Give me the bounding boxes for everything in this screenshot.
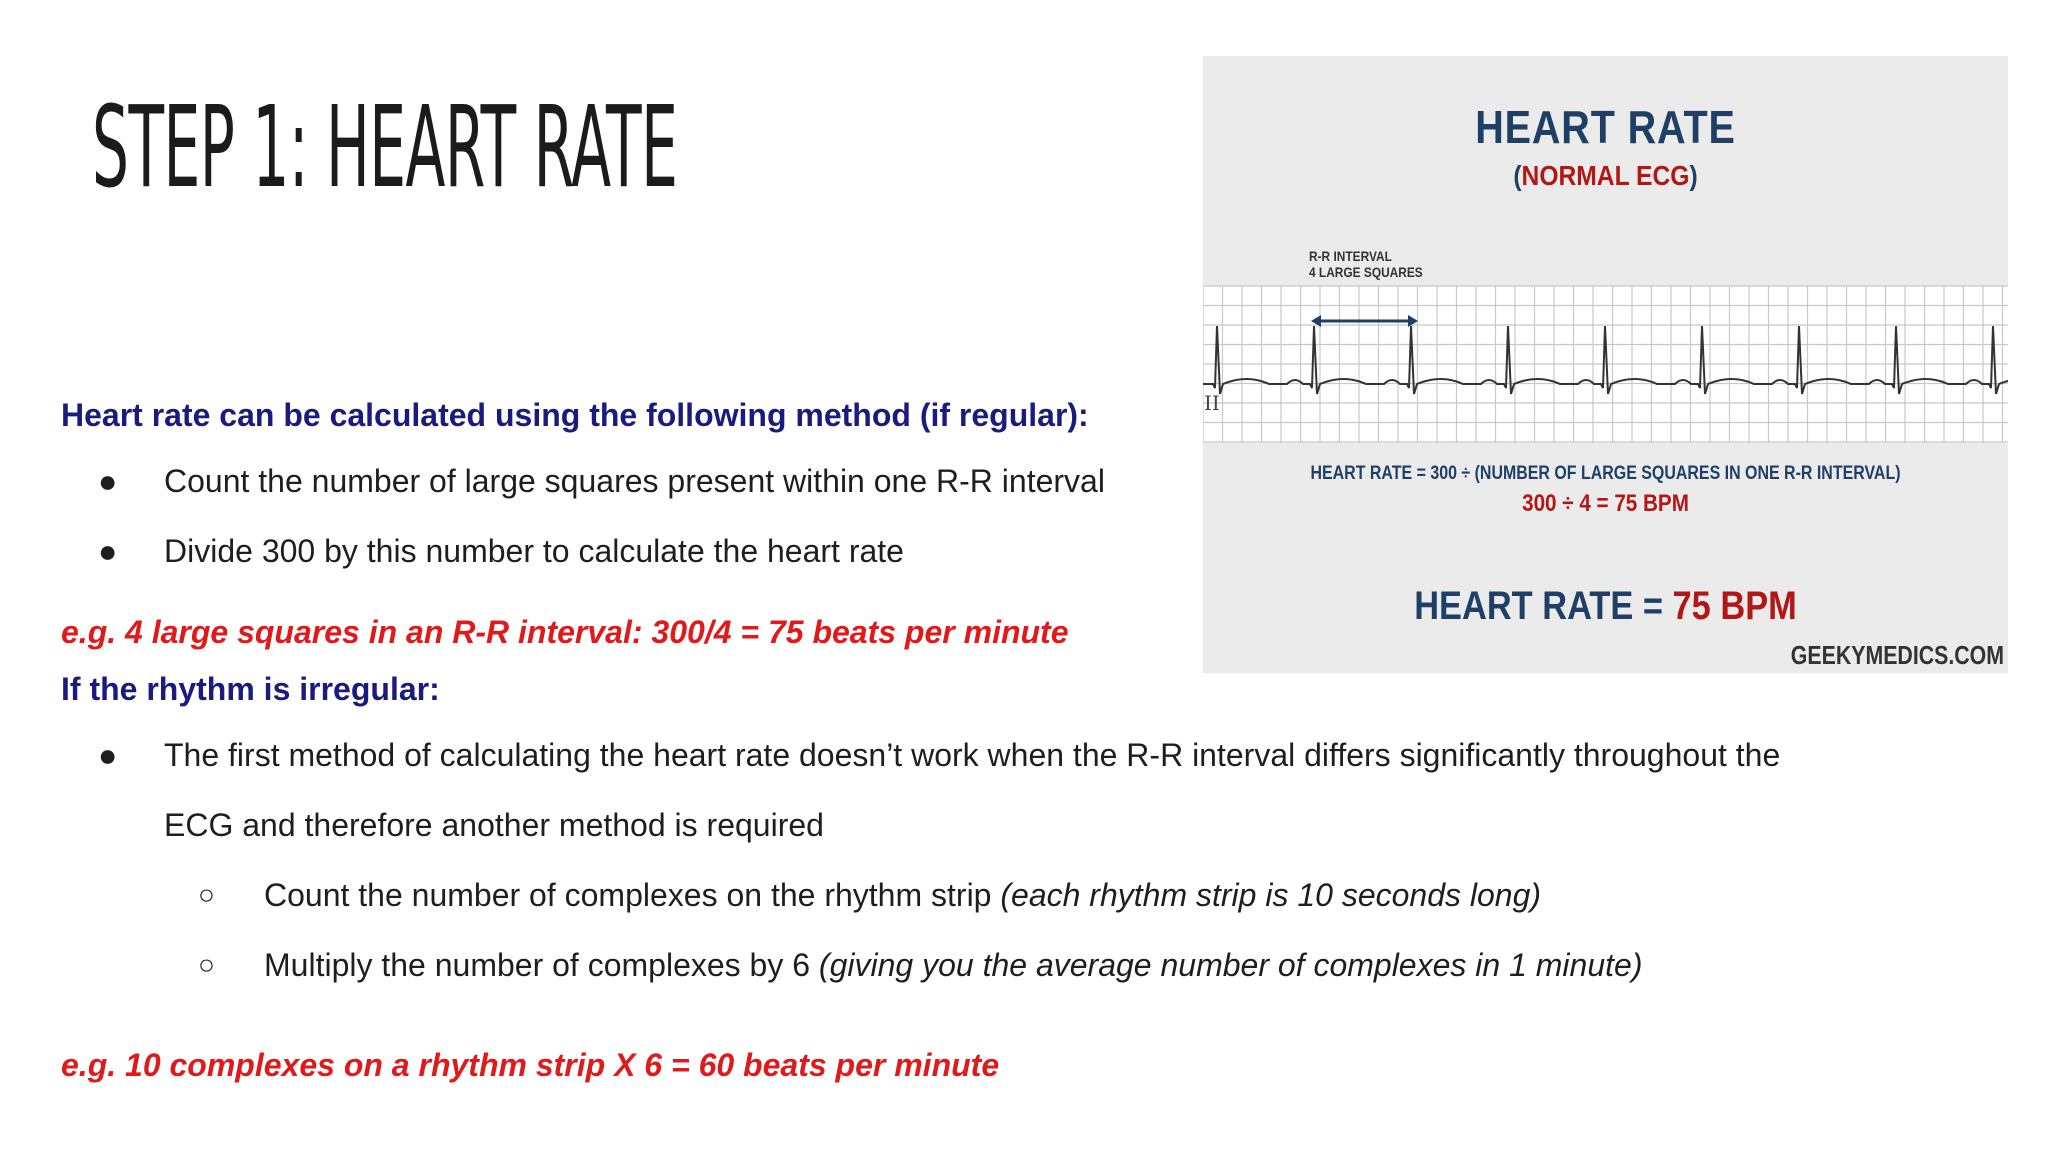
lead-label: II	[1204, 391, 1220, 415]
regular-example: e.g. 4 large squares in an R-R interval: 300/4 = 75 beats per minute	[61, 614, 1069, 650]
irregular-heading: If the rhythm is irregular:	[61, 671, 440, 707]
bullet-icon: ●	[98, 737, 118, 773]
sub-list-item-text: Count the number of complexes on the rhythm strip (each rhythm strip is 10 seconds long)	[264, 877, 1542, 913]
irregular-example: e.g. 10 complexes on a rhythm strip X 6 = 60 beats per minute	[61, 1047, 1000, 1083]
rr-interval-label: R-R INTERVAL	[1309, 248, 1392, 264]
sub-list-item-text: Multiply the number of complexes by 6 (giving you the average number of complexes in 1 minute)	[264, 947, 1643, 983]
bullet-icon: ●	[98, 533, 118, 569]
ecg-grid	[1203, 286, 2008, 443]
heart-rate-result: HEART RATE = 75 BPM	[1414, 584, 1797, 628]
ecg-heart-rate-image	[1203, 56, 2008, 673]
image-source: GEEKYMEDICS.COM	[1790, 640, 2004, 670]
bullet-icon: ●	[98, 463, 118, 499]
sub-list-item-aside: (giving you the average number of complexes in 1 minute)	[818, 947, 1643, 983]
ecg-strip	[1203, 56, 2008, 673]
slide-title: STEP 1: HEART RATE	[92, 83, 678, 213]
image-title: HEART RATE	[1475, 101, 1736, 153]
heart-rate-formula: HEART RATE = 300 ÷ (NUMBER OF LARGE SQUARES IN ONE R-R INTERVAL)	[1310, 463, 1901, 484]
rr-interval-squares-label: 4 LARGE SQUARES	[1309, 264, 1423, 280]
list-item-continuation: ECG and therefore another method is required	[164, 807, 824, 843]
heart-rate-calculation: 300 ÷ 4 = 75 BPM	[1522, 490, 1689, 517]
list-item-text: Count the number of large squares present within one R-R interval	[164, 463, 1105, 499]
list-item-text: The first method of calculating the heart rate doesn’t work when the R-R interval differs significantly throughout the	[164, 737, 1781, 773]
hollow-bullet-icon: ○	[198, 879, 215, 910]
regular-method-heading: Heart rate can be calculated using the following method (if regular):	[61, 397, 1089, 433]
image-subtitle: (NORMAL ECG)	[1513, 160, 1698, 191]
hollow-bullet-icon: ○	[198, 949, 215, 980]
list-item-text: Divide 300 by this number to calculate the heart rate	[164, 533, 904, 569]
sub-list-item-aside: (each rhythm strip is 10 seconds long)	[1000, 877, 1542, 913]
